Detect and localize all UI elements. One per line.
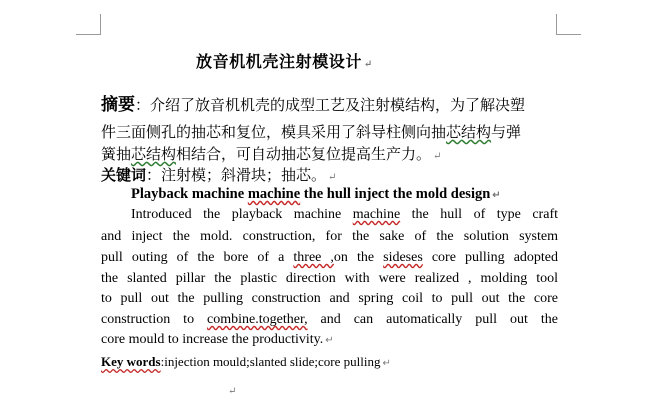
- abstract-en-3-post: core pulling adopted: [422, 250, 559, 265]
- abstract-en-4: the slanted pillar the plastic direction with were realized , molding tool: [101, 271, 558, 286]
- abstract-text-3c: 相结合，可自动抽芯复位提高生产力。: [176, 145, 432, 163]
- page-corner-mark-top-left: [76, 14, 101, 35]
- abstract-en-line-7[interactable]: [101, 332, 334, 348]
- abstract-text-3a: 簧抽: [101, 145, 132, 163]
- abstract-en-2: and inject the mold. construction, for the sake of the solution system: [101, 229, 558, 244]
- english-title-pre: Playback machine: [131, 186, 248, 202]
- abstract-en-1-post: the hull of type craft: [400, 207, 558, 222]
- keywords-colon: ：: [146, 166, 162, 184]
- abstract-en-line-6[interactable]: [101, 312, 558, 328]
- document-title[interactable]: [196, 49, 373, 72]
- page-corner-mark-top-right: [556, 14, 581, 35]
- paragraph-mark: ↵: [382, 358, 391, 369]
- keywords-text: 注射模；斜滑块；抽芯。: [161, 166, 327, 184]
- empty-paragraph-mark: ↵: [228, 386, 237, 397]
- abstract-en-1-pre: Introduced the playback machine: [131, 207, 353, 222]
- abstract-en-6-wavy: combine.together,: [207, 312, 308, 327]
- abstract-en-line-4[interactable]: [101, 271, 558, 287]
- abstract-text-2b: 芯结构: [446, 123, 492, 141]
- abstract-en-1-wavy: machine: [352, 207, 401, 222]
- abstract-text-2a: 件三面侧孔的抽芯和复位，模具采用了斜导柱侧向抽: [101, 123, 447, 141]
- abstract-cn-line-1[interactable]: [101, 90, 525, 115]
- abstract-en-line-2[interactable]: [101, 229, 558, 245]
- keywords-label: 关键词: [101, 166, 147, 184]
- abstract-en-3-pre: pull outing of the bore of a: [101, 250, 294, 265]
- abstract-cn-line-3[interactable]: [101, 143, 441, 164]
- abstract-en-3-mid: on the: [333, 250, 384, 265]
- abstract-en-line-1[interactable]: [131, 207, 558, 223]
- paragraph-mark: ↵: [492, 190, 501, 201]
- abstract-en-5: to pull out the pulling construction and spring coil to pull out the core: [101, 291, 558, 306]
- english-title-wavy: machine: [247, 186, 301, 202]
- paragraph-mark: ↵: [364, 59, 373, 70]
- abstract-text-2c: 与弹: [491, 123, 522, 141]
- title-text: 放音机机壳注射模设计: [196, 52, 363, 71]
- abstract-text-3b: 芯结构: [131, 145, 177, 163]
- paragraph-mark: ↵: [433, 151, 442, 162]
- abstract-text-1: 介绍了放音机机壳的成型工艺及注射模结构，为了解决塑: [150, 96, 526, 114]
- paragraph-mark: ↵: [325, 335, 334, 346]
- keywords-en-text: :injection mould;slanted slide;core pulling: [160, 354, 381, 369]
- keywords-en-label: Key words: [101, 354, 161, 369]
- abstract-label: 摘要: [101, 95, 135, 115]
- abstract-en-line-3[interactable]: [101, 250, 558, 266]
- abstract-en-7: core mould to increase the productivity.: [101, 332, 324, 347]
- abstract-en-6-post: and can automatically pull out the: [307, 312, 558, 327]
- abstract-en-line-5[interactable]: [101, 291, 558, 307]
- paragraph-mark: ↵: [328, 172, 337, 183]
- abstract-cn-line-2[interactable]: [101, 121, 521, 142]
- abstract-en-6-pre: construction to: [101, 312, 208, 327]
- keywords-cn-line[interactable]: [101, 164, 336, 185]
- keywords-en-line[interactable]: [101, 354, 391, 370]
- abstract-colon: ：: [135, 96, 151, 114]
- abstract-en-3-wavy1: three ,: [293, 250, 334, 265]
- abstract-en-3-wavy2: sideses: [383, 250, 423, 265]
- english-title[interactable]: [131, 186, 501, 203]
- english-title-post: the hull inject the mold design: [300, 186, 491, 202]
